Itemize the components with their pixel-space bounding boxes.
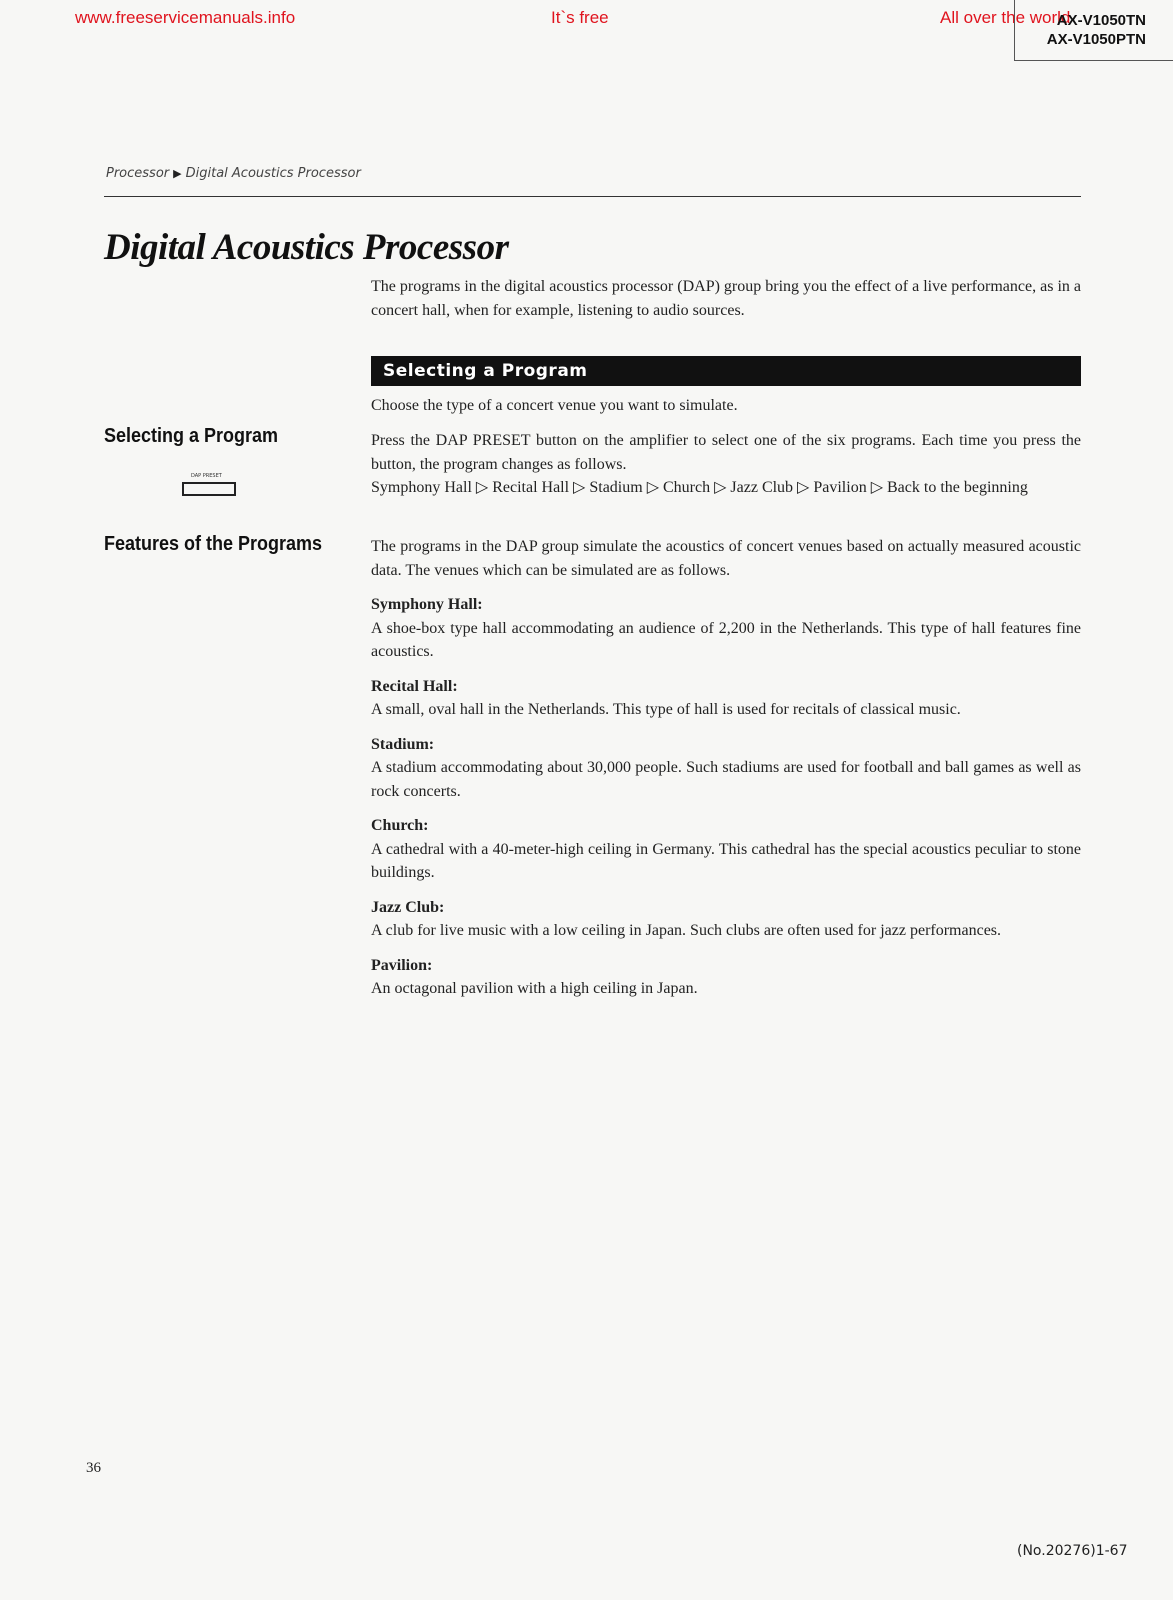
- intro-paragraph: The programs in the digital acoustics processor (DAP) group bring you the effect of a live performance, as in a concert hall, when for example, listening to audio sources.: [371, 278, 1081, 319]
- model-number-1: AX-V1050TN: [1056, 12, 1146, 29]
- venue-description: A cathedral with a 40-meter-high ceiling in Germany. This cathedral has the special acoustics peculiar to stone buildings.: [371, 840, 1081, 881]
- dap-preset-button-label: DAP PRESET: [191, 473, 222, 479]
- watermark-site-link[interactable]: www.freeservicemanuals.info: [75, 8, 296, 27]
- venue-name: Jazz Club:: [371, 898, 445, 916]
- document-number: (No.20276)1-67: [1017, 1543, 1128, 1559]
- page-title: Digital Acoustics Processor: [104, 227, 509, 268]
- section-heading-bar: Selecting a Program: [371, 356, 1081, 386]
- section-lead-text: Choose the type of a concert venue you want to simulate.: [371, 397, 738, 414]
- model-number-box: [1014, 0, 1173, 61]
- dap-preset-button-icon: [182, 482, 236, 496]
- breadcrumb-arrow-icon: ▶: [173, 167, 182, 180]
- venue-description: A stadium accommodating about 30,000 people. Such stadiums are used for football and ball games as well as rock concerts.: [371, 759, 1081, 800]
- watermark-world-text: All over the world: [940, 8, 1071, 27]
- features-content: [371, 535, 1081, 1001]
- selecting-text: Press the DAP PRESET button on the amplifier to select one of the six programs. Each time you press the button, the program changes as follows.: [371, 432, 1081, 473]
- venue-description: An octagonal pavilion with a high ceiling in Japan.: [371, 980, 698, 997]
- breadcrumb-current: Digital Acoustics Processor: [185, 166, 361, 181]
- venue-description: A small, oval hall in the Netherlands. This type of hall is used for recitals of classical music.: [371, 701, 961, 718]
- model-number-2: AX-V1050PTN: [1046, 31, 1146, 48]
- header-divider: [104, 196, 1081, 197]
- venue-name: Recital Hall:: [371, 677, 458, 695]
- venue-name: Stadium:: [371, 735, 435, 753]
- features-side-heading: Features of the Programs: [104, 533, 323, 555]
- venue-description: A club for live music with a low ceiling in Japan. Such clubs are often used for jazz performances.: [371, 922, 1002, 939]
- program-sequence: Symphony Hall ▷ Recital Hall ▷ Stadium ▷ Church ▷ Jazz Club ▷ Pavilion ▷ Back to the beginning: [371, 479, 1028, 496]
- selecting-instructions: [371, 429, 1081, 500]
- selecting-side-heading: Selecting a Program: [104, 425, 279, 447]
- breadcrumb-parent: Processor: [106, 166, 170, 181]
- features-intro: The programs in the DAP group simulate the acoustics of concert venues based on actually measured acoustic data. The venues which can be simulated are as follows.: [371, 538, 1081, 579]
- breadcrumb: [106, 166, 361, 181]
- venue-name: Church:: [371, 817, 429, 834]
- venue-name: Pavilion:: [371, 956, 433, 974]
- venue-description: A shoe-box type hall accommodating an audience of 2,200 in the Netherlands. This type of hall features fine acoustics.: [371, 619, 1081, 660]
- watermark-free-text: It`s free: [551, 8, 609, 27]
- venue-name: Symphony Hall:: [371, 596, 483, 613]
- page-number: 36: [86, 1460, 101, 1476]
